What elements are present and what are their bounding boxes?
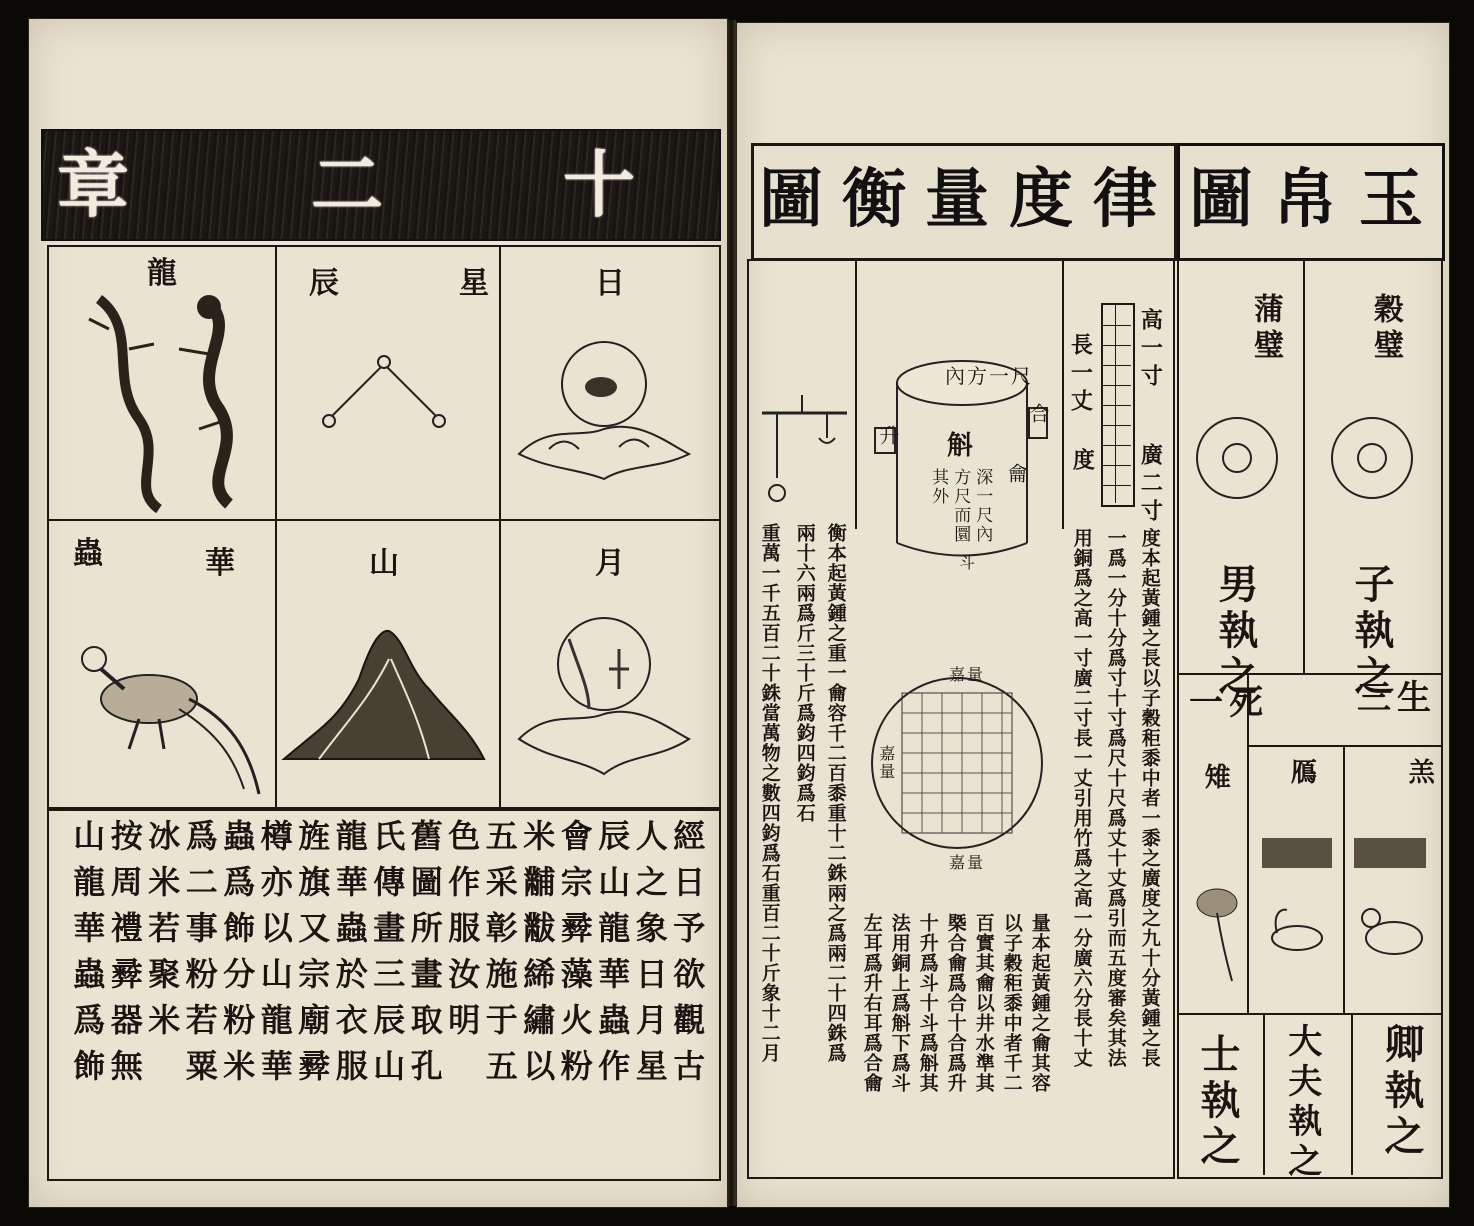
treatise-column: 法用銅上爲斛下爲斗: [888, 913, 911, 1093]
label-yan: 鴈: [1286, 758, 1317, 790]
commentary-column: 色作服汝明: [443, 819, 482, 1049]
treatise-column: 槩合龠爲合十合爲升: [944, 913, 967, 1093]
title-glyph-lv: 律: [1093, 162, 1157, 237]
label-xing: 星: [459, 266, 489, 301]
label-jialiang-bottom: 嘉量: [949, 853, 986, 872]
frame-divider: [1303, 259, 1305, 673]
commentary-column: 氏傳畫三辰山: [368, 819, 407, 1095]
label-inner-square: 內方一尺: [945, 364, 1033, 388]
title-glyph-du: 度: [1009, 162, 1073, 237]
dragon-icon: [69, 289, 269, 519]
commentary-column: 經日予欲觀古: [668, 819, 707, 1095]
label-length: 長一丈: [1067, 333, 1094, 417]
band-glyph-er: 二: [311, 142, 384, 227]
treatise-column: 度本起黃鍾之長以子穀秬黍中者一黍之廣度之九十分黃鍾之長: [1138, 528, 1161, 1068]
goose-gift-icon: [1257, 838, 1337, 968]
ruler-tick: [1103, 425, 1131, 426]
ruler-tick: [1103, 405, 1131, 406]
frame-divider: [1062, 259, 1064, 529]
treatise-column: 左耳爲升右耳爲合龠: [860, 913, 883, 1093]
hu-note: 深一尺內方尺而圜其外: [928, 468, 993, 544]
label-hu: 斛: [947, 431, 974, 461]
grid-divider: [47, 519, 719, 521]
title-glyph-yu: 玉: [1359, 162, 1423, 237]
commentary-column: 龍華蟲於衣服: [330, 819, 369, 1095]
commentary-column: 爲二事粉若粟: [180, 819, 219, 1095]
label-dafu-zhi: 大夫執之: [1281, 1023, 1322, 1183]
sun-icon: [509, 329, 699, 499]
label-pu-bi: 蒲璧: [1248, 293, 1283, 365]
label-dragon: 龍: [147, 256, 177, 291]
treatise-column: 量本起黃鍾之龠其容: [1028, 913, 1051, 1093]
title-glyph-liang: 量: [925, 162, 989, 237]
moon-icon: [509, 609, 699, 789]
label-zi-zhi: 子執之: [1348, 563, 1395, 701]
commentary-column: 舊圖所畫取孔: [405, 819, 444, 1095]
commentary-column: 五采彰施于五: [480, 819, 519, 1095]
left-page: [28, 18, 728, 1208]
label-jialiang-top: 嘉量: [949, 665, 986, 684]
commentary-column: 樽亦以山龍華: [255, 819, 294, 1095]
label-mountain: 山: [369, 546, 399, 581]
commentary-column: 辰山龍華蟲作: [593, 819, 632, 1095]
grid-divider: [499, 245, 501, 807]
ruler-tick: [1103, 325, 1131, 326]
treatise-column: 衡本起黃鍾之重一龠容千二百黍重十二銖兩之爲兩二十四銖爲: [824, 523, 847, 1063]
treatise-column: 兩十六兩爲斤三十斤爲鈞四鈞爲石: [793, 523, 816, 823]
label-gu-bi: 穀璧: [1368, 293, 1403, 365]
ruler-tick: [1103, 365, 1131, 366]
frame-divider: [1343, 745, 1345, 1013]
label-he: 合: [1026, 403, 1050, 425]
treatise-column: 用銅爲之高一寸廣二寸長一丈引用竹爲之高一分廣六分長十丈: [1070, 528, 1093, 1068]
commentary-column: 山龍華蟲爲飾: [68, 819, 107, 1095]
label-flower: 華: [205, 546, 235, 581]
treatise-column: 百實其龠以井水準其: [972, 913, 995, 1093]
commentary-column: 按周禮彛器無: [105, 819, 144, 1095]
label-yue: 龠: [1004, 463, 1028, 485]
band-glyph-shi: 十: [563, 142, 636, 227]
treatise-column: 以子穀秬黍中者千二: [1000, 913, 1023, 1093]
label-du: 度: [1069, 448, 1096, 476]
label-insect: 蟲: [73, 536, 103, 571]
commentary-column: 蟲爲飾分粉米: [218, 819, 257, 1095]
label-yi-si: 一死: [1189, 683, 1269, 723]
label-moon: 月: [595, 546, 625, 581]
commentary-column: 會宗彛藻火粉: [555, 819, 594, 1095]
gu-bi-disc-icon: [1327, 413, 1417, 503]
label-nan-zhi: 男執之: [1212, 563, 1259, 701]
band-glyph-zhang: 章: [57, 142, 130, 227]
commentary-column: 米黼黻絺繡以: [518, 819, 557, 1095]
label-san-sheng: 三生: [1357, 678, 1437, 718]
label-zhi: 雉: [1200, 763, 1231, 795]
label-gao: 羔: [1404, 758, 1435, 790]
ruler-tick: [1103, 445, 1131, 446]
title-glyph-tu: 圖: [759, 162, 823, 237]
pu-bi-disc-icon: [1192, 413, 1282, 503]
label-sheng: 升: [876, 425, 900, 447]
commentary-column: 冰米若聚米: [143, 819, 182, 1049]
frame-divider: [1263, 1013, 1265, 1175]
balance-scale-icon: [757, 383, 857, 513]
label-sun: 日: [595, 266, 625, 301]
ruler-mark: [1115, 305, 1116, 503]
mountain-icon: [279, 619, 489, 769]
label-qing-zhi: 卿執之: [1378, 1023, 1425, 1161]
pheasant-icon: [69, 619, 269, 799]
frame-divider: [1247, 673, 1249, 1013]
commentary-column: 旌旗又宗廟彛: [293, 819, 332, 1095]
star-constellation-icon: [309, 349, 459, 439]
label-height: 高一寸: [1137, 308, 1164, 392]
ruler-tick: [1103, 485, 1131, 486]
treatise-column: 一爲一分十分爲寸十寸爲尺十尺爲丈十丈爲引而五度審矣其法: [1104, 528, 1127, 1068]
grid-divider: [275, 245, 277, 807]
title-glyph-bo: 帛: [1273, 162, 1337, 237]
treatise-column: 十升爲斗十斗爲斛其: [916, 913, 939, 1093]
label-chen: 辰: [309, 266, 339, 301]
lamb-gift-icon: [1349, 838, 1435, 978]
ruler-tick: [1103, 465, 1131, 466]
label-width: 廣二寸: [1137, 443, 1164, 527]
title-glyph-tu2: 圖: [1189, 162, 1253, 237]
frame-divider: [1177, 1013, 1441, 1015]
label-shi-zhi: 士執之: [1194, 1033, 1241, 1171]
commentary-column: 人之象日月星: [630, 819, 669, 1095]
frame-divider: [1351, 1013, 1353, 1175]
title-band: [41, 129, 721, 241]
label-jialiang-left: 嘉量: [876, 745, 896, 781]
title-glyph-heng: 衡: [842, 162, 906, 237]
ruler-tick: [1103, 345, 1131, 346]
label-dou: 斗: [959, 553, 978, 572]
ruler-tick: [1103, 385, 1131, 386]
right-page: [736, 22, 1450, 1208]
treatise-column: 重萬一千五百二十銖當萬物之數四鈞爲石重百二十斤象十二月: [758, 523, 781, 1063]
pheasant-gift-icon: [1187, 833, 1247, 983]
